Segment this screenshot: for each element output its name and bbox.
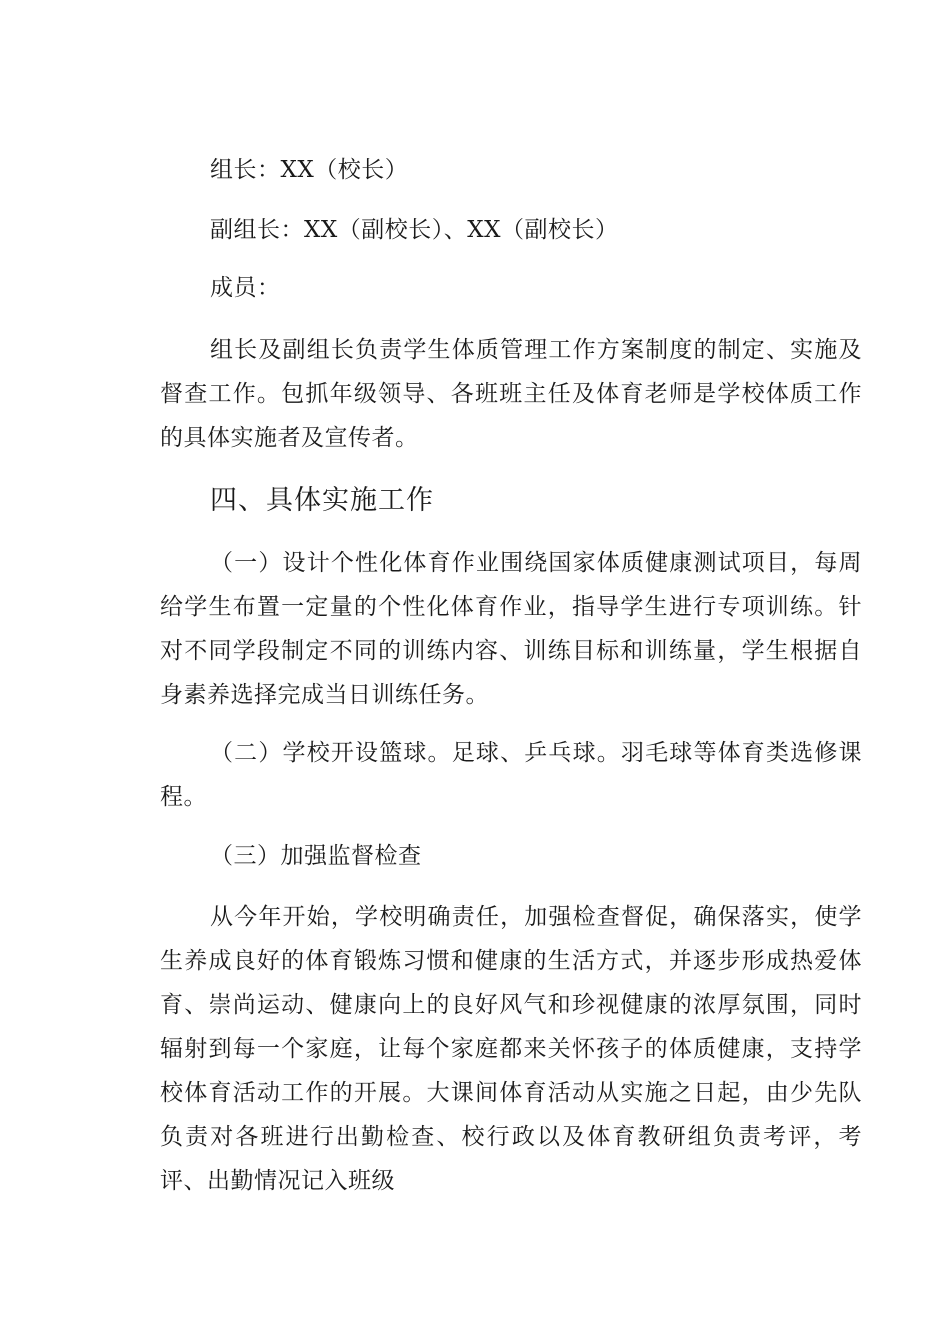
section-heading: 四、具体实施工作	[210, 485, 434, 516]
deputy-leader-line: 副组长：XX（副校长）、XX（副校长）	[210, 217, 619, 243]
leader-line: 组长：XX（校长）	[210, 157, 409, 183]
item-one-paragraph: （一）设计个性化体育作业围绕国家体质健康测试项目，每周给学生布置一定量的个性化体育作业，指导学生进行专项训练。针对不同学段制定不同的训练内容、训练目标和训练量，学生根据自身素养选择完成当日训练任务。	[160, 550, 862, 708]
closing-paragraph: 从今年开始，学校明确责任，加强检查督促，确保落实，使学生养成良好的体育锻炼习惯和健康的生活方式，并逐步形成热爱体育、崇尚运动、健康向上的良好风气和珍视健康的浓厚氛围，同时辐射到每一个家庭，让每个家庭都来关怀孩子的体质健康，支持学校体育活动工作的开展。大课间体育活动从实施之日起，由少先队负责对各班进行出勤检查、校行政以及体育教研组负责考评，考评、出勤情况记入班级	[160, 904, 862, 1194]
item-three-heading: （三）加强监督检查	[210, 843, 422, 869]
members-line: 成员：	[210, 275, 281, 301]
item-two-paragraph: （二）学校开设篮球。足球、乒乓球。羽毛球等体育类选修课程。	[160, 740, 862, 810]
responsibility-paragraph: 组长及副组长负责学生体质管理工作方案制度的制定、实施及督查工作。包抓年级领导、各班班主任及体育老师是学校体质工作的具体实施者及宣传者。	[160, 337, 862, 451]
